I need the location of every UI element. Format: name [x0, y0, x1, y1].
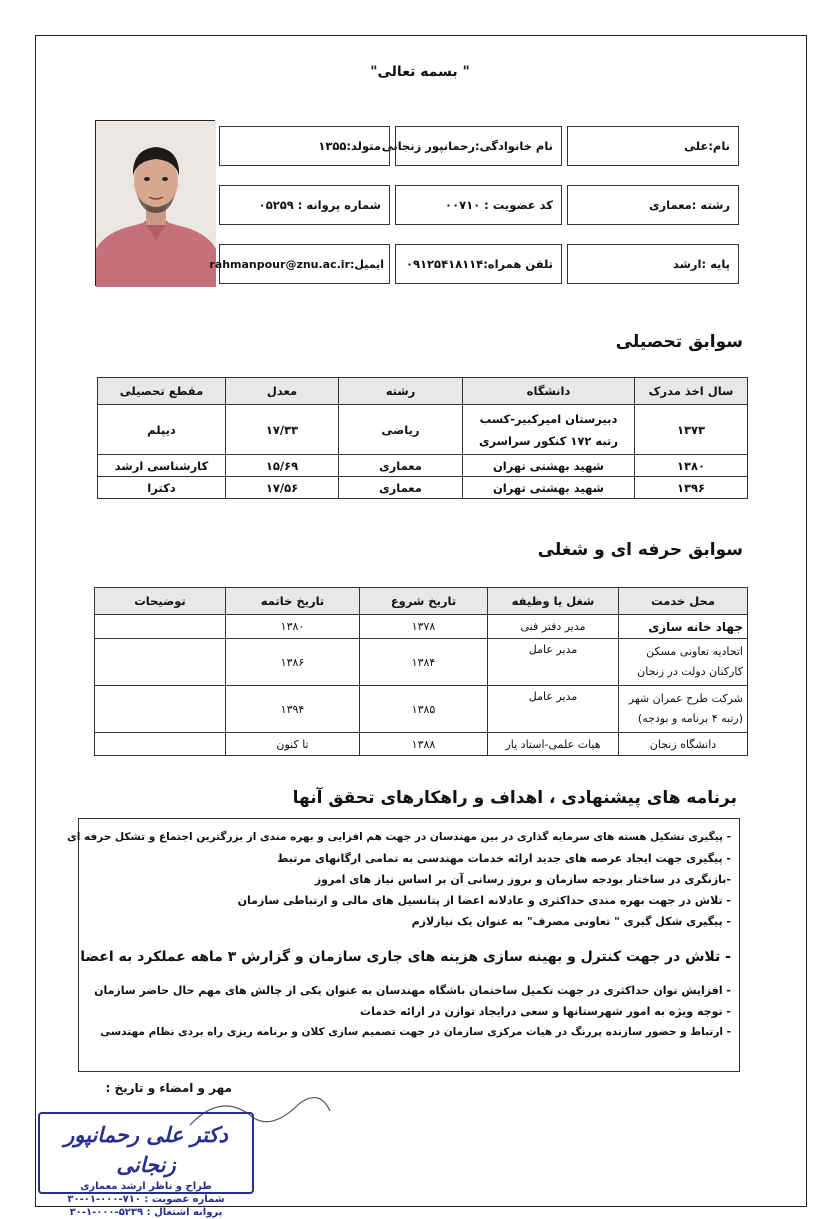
- table-cell: [95, 733, 226, 756]
- official-stamp: [38, 1112, 254, 1218]
- list-item: - تلاش در جهت بهره مندی حداکثری و عادلانه اعضا از پتانسیل های مالی و ارتباطی سازمان: [237, 894, 731, 907]
- phone-text: تلفن همراه:۰۹۱۲۵۴۱۸۱۱۴: [405, 257, 553, 271]
- table-cell: اتحادیه تعاونی مسکن کارکنان دولت در زنجان: [619, 639, 748, 686]
- table-cell: ۱۳۸۰: [226, 615, 360, 639]
- family-name-text: نام خانوادگی:رحمانپور زنجانی: [381, 139, 553, 153]
- table-cell: دکترا: [98, 477, 226, 499]
- programs-box: [67, 818, 740, 1072]
- profile-photo: [95, 120, 215, 286]
- stamp-title: طراح و ناظر ارشد معماری: [80, 1181, 212, 1192]
- column-header: محل خدمت: [619, 588, 748, 615]
- phone-field: [395, 244, 562, 284]
- column-header: رشته: [339, 378, 463, 405]
- membership-code-text: کد عضویت : ۰۰۷۱۰: [445, 198, 553, 212]
- table-cell: ۱۷/۳۳: [226, 405, 339, 455]
- table-cell: هیات علمی-استاد یار: [488, 733, 619, 756]
- stamp-membership: شماره عضویت : ۷۱۰-۰۰۰-۰۱-۳۰: [67, 1194, 225, 1205]
- table-cell: ۱۷/۵۶: [226, 477, 339, 499]
- programs-heading: برنامه های پیشنهادی ، اهداف و راهکارهای تحقق آنها: [292, 788, 737, 808]
- table-cell: [95, 686, 226, 733]
- table-cell: کارشناسی ارشد: [98, 455, 226, 477]
- table-cell: دانشگاه زنجان: [619, 733, 748, 756]
- table-cell: ریاضی: [339, 405, 463, 455]
- birth-text: متولد:۱۳۵۵: [318, 139, 381, 153]
- table-cell: ۱۳۸۴: [360, 639, 488, 686]
- stamp-name: دکتر علی رحمانپور زنجانی: [64, 1122, 228, 1177]
- email-label: ایمیل:: [350, 257, 384, 271]
- table-cell: ۱۳۸۸: [360, 733, 488, 756]
- table-cell: شهید بهشتی تهران: [463, 477, 635, 499]
- column-header: تاریخ شروع: [360, 588, 488, 615]
- table-row: [95, 639, 748, 686]
- table-cell: ۱۵/۶۹: [226, 455, 339, 477]
- education-heading: سوابق تحصیلی: [615, 332, 743, 352]
- table-cell: ۱۳۸۶: [226, 639, 360, 686]
- list-item: - پیگیری تشکیل هسته های سرمایه گذاری در بین مهندسان در جهت هم افزایی و بهره مندی از بزرگترین اجتماع و تشکل حرفه ای: [67, 831, 731, 843]
- table-cell: ۱۳۸۵: [360, 686, 488, 733]
- table-cell: ۱۳۷۳: [635, 405, 748, 455]
- table-cell: معماری: [339, 455, 463, 477]
- first-name-field: [567, 126, 739, 166]
- email-field: [209, 244, 390, 284]
- table-row: [98, 405, 748, 455]
- table-cell: مدیر عامل: [488, 639, 619, 686]
- list-item: -بازنگری در ساختار بودجه سازمان و بروز رسانی آن بر اساس نیاز های امروز: [314, 873, 731, 886]
- family-name-field: [381, 126, 562, 166]
- education-table: [97, 377, 748, 499]
- table-cell: مدیر عامل: [488, 686, 619, 733]
- column-header: سال اخذ مدرک: [635, 378, 748, 405]
- stamp-license: پروانه اشتغال : ۵۲۳۹-۰۰۰-۱-۳۰: [69, 1207, 223, 1218]
- career-table: [94, 587, 748, 756]
- table-row: [98, 455, 748, 477]
- table-cell: ۱۳۸۰: [635, 455, 748, 477]
- email-text: rahmanpour@znu.ac.ir: [209, 257, 351, 271]
- license-number-field: [219, 185, 390, 225]
- table-cell: دبیرستان امیرکبیر-کسب رتبه ۱۷۲ کنکور سراسری: [463, 405, 635, 455]
- table-row: [95, 686, 748, 733]
- column-header: مقطع تحصیلی: [98, 378, 226, 405]
- person-portrait-icon: [96, 121, 216, 287]
- column-header: توضیحات: [95, 588, 226, 615]
- table-cell: معماری: [339, 477, 463, 499]
- column-header: دانشگاه: [463, 378, 635, 405]
- column-header: معدل: [226, 378, 339, 405]
- career-heading: سوابق حرفه ای و شغلی: [537, 540, 743, 560]
- table-cell: ۱۳۹۶: [635, 477, 748, 499]
- list-item: - ارتباط و حضور سازنده پررنگ در هیات مرکزی سازمان در جهت تصمیم سازی کلان و برنامه ریزی راه بردی نظام مهندسی: [100, 1026, 731, 1038]
- first-name-text: نام:علی: [684, 139, 730, 153]
- column-header: تاریخ خاتمه: [226, 588, 360, 615]
- license-number-text: شماره پروانه : ۰۵۲۵۹: [258, 198, 381, 212]
- list-item: - پیگیری جهت ایجاد عرصه های جدید ارائه خدمات مهندسی به تمامی ارگانهای مرتبط: [277, 852, 731, 865]
- list-item: - پیگیری شکل گیری " تعاونی مصرف" به عنوان یک نیازلازم: [411, 915, 731, 928]
- table-row: [95, 733, 748, 756]
- list-item: - توجه ویژه به امور شهرستانها و سعی درایجاد توازن در ارائه خدمات: [360, 1005, 731, 1018]
- table-cell: [95, 639, 226, 686]
- table-row: [95, 615, 748, 639]
- table-cell: مدیر دفتر فنی: [488, 615, 619, 639]
- table-cell: شرکت طرح عمران شهر (رتبه ۴ برنامه و بودجه): [619, 686, 748, 733]
- table-cell: شهید بهشتی تهران: [463, 455, 635, 477]
- table-cell: تا کنون: [226, 733, 360, 756]
- table-cell: جهاد خانه سازی: [619, 615, 748, 639]
- table-cell: ۱۳۹۴: [226, 686, 360, 733]
- grade-field: [567, 244, 739, 284]
- education-header-row: [98, 378, 748, 405]
- membership-code-field: [395, 185, 562, 225]
- signature-label: مهر و امضاء و تاریخ :: [105, 1081, 232, 1095]
- field-of-study-field: [567, 185, 739, 225]
- table-cell: دیپلم: [98, 405, 226, 455]
- field-of-study-text: رشته :معماری: [649, 198, 730, 212]
- table-cell: ۱۳۷۸: [360, 615, 488, 639]
- list-item: - تلاش در جهت کنترل و بهینه سازی هزینه های جاری سازمان و گزارش ۳ ماهه عملکرد به اعضا: [80, 949, 731, 965]
- grade-text: پایه :ارشد: [672, 257, 730, 271]
- birth-field: [219, 126, 390, 166]
- column-header: شغل یا وظیفه: [488, 588, 619, 615]
- table-row: [98, 477, 748, 499]
- career-header-row: [95, 588, 748, 615]
- list-item: - افزایش توان حداکثری در جهت تکمیل ساختمان باشگاه مهندسان به عنوان یکی از چالش های مهم حال حاضر سازمان: [94, 984, 731, 997]
- page-title: " بسمه تعالی": [370, 64, 470, 80]
- table-cell: [95, 615, 226, 639]
